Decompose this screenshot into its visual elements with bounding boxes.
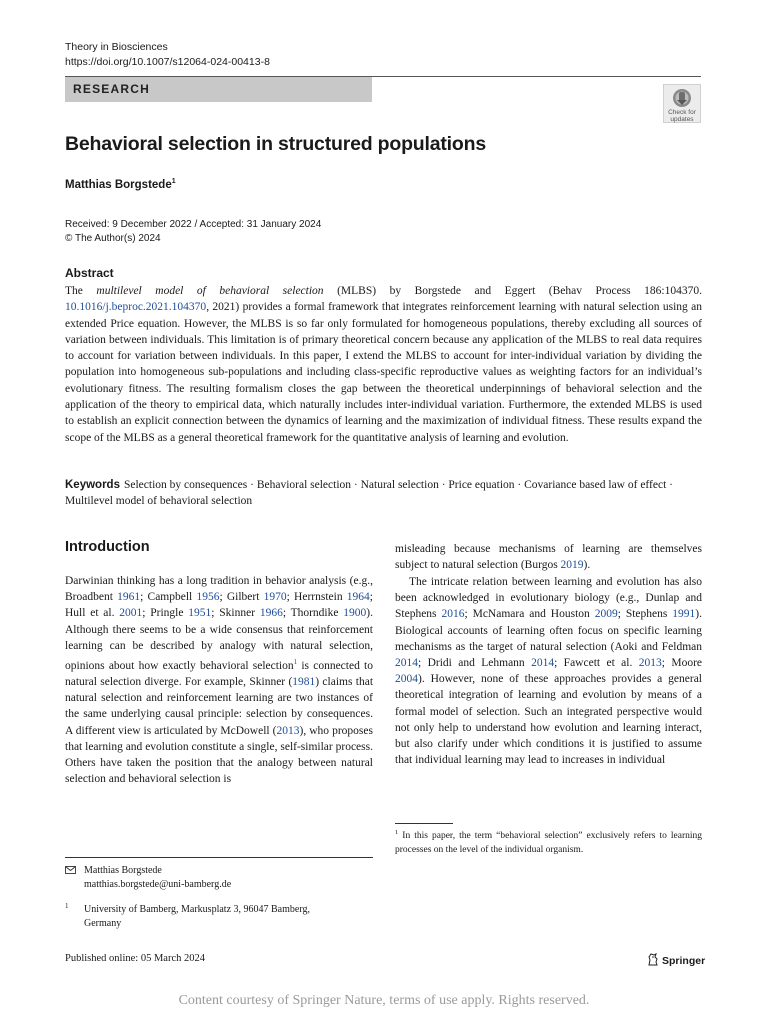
footnote-number: 1: [395, 829, 399, 836]
abstract-pre: The: [65, 285, 97, 297]
springer-horse-icon: [647, 953, 659, 966]
courtesy-notice: Content courtesy of Springer Nature, terms of use apply. Rights reserved.: [178, 993, 590, 1008]
text: ), who proposes that learning and evolution constitute a single, self-similar process. Others have taken the position that the analogy between natural selection and behavioral selection is: [65, 724, 373, 786]
citation-link[interactable]: 2013: [638, 657, 662, 670]
keywords-label: Keywords: [65, 479, 120, 491]
journal-doi[interactable]: https://doi.org/10.1007/s12064-024-00413-8: [65, 56, 270, 68]
footnote-link[interactable]: 1: [293, 658, 298, 667]
text: ). Although there seems to be a wide consensus that reinforcement learning can be described by analogy with natural selection, opinions about how exactly behavioral selection: [65, 607, 373, 672]
citation-link[interactable]: 1956: [196, 591, 220, 604]
text: ; Fawcett et al.: [554, 657, 639, 670]
text: ; Dridi and Lehmann: [418, 657, 532, 670]
abstract-text: [65, 283, 702, 446]
footnote-rule: [395, 823, 453, 824]
intro-right-paragraph-2: [395, 574, 702, 768]
affiliation-line1: University of Bamberg, Markusplatz 3, 96047 Bamberg,: [84, 904, 310, 915]
affiliation-line2: Germany: [84, 917, 122, 929]
check-for-updates-button[interactable]: [663, 84, 701, 123]
article-dates: [65, 218, 321, 246]
affiliation: [65, 903, 373, 930]
text: ). Biological accounts of learning often focus on specific learning mechanisms as the target of natural selection (Aoki and Feldman: [395, 608, 703, 653]
citation-link[interactable]: 1966: [259, 607, 283, 620]
text: Darwinian thinking has a long tradition in behavior analysis (e.g., Broadbent: [65, 575, 373, 604]
citation-link[interactable]: 2009: [594, 608, 618, 621]
text: ) claims that natural selection and reinforcement learning are two instances of the same underlying causal principle: selection by consequences. A different view is articulated by McDowell (: [65, 676, 374, 737]
text: ). However, none of these approaches provides a general theoretical integration of learning and evolution by means of a formal model of selection. Such an integrated perspective would not only help to understand how evolution and learning interact, but also clarify under which conditions it is justified to assume that individual learning may lead to increases in individual: [395, 673, 702, 767]
citation-link[interactable]: 1991: [672, 608, 696, 621]
article-title: Behavioral selection in structured populations: [65, 133, 486, 155]
text: ; Stephens: [617, 608, 673, 621]
intro-right-paragraph-1: [395, 541, 702, 573]
abstract-mid: (MLBS) by Borgstede and Eggert (Behav Process 186:104370.: [323, 285, 702, 297]
citation-link[interactable]: 2013: [276, 724, 300, 737]
publisher-name: Springer: [662, 955, 706, 967]
text: ; Herrnstein: [286, 591, 347, 604]
correspondence-email[interactable]: matthias.borgstede@uni-bamberg.de: [84, 878, 232, 890]
text: The intricate relation between learning and evolution has also been acknowledged in evolutionary biology (e.g., Dunlap and Stephens: [395, 576, 702, 621]
article-type-banner: RESEARCH: [65, 77, 372, 102]
citation-link[interactable]: 1961: [117, 591, 141, 604]
copyright: © The Author(s) 2024: [65, 233, 161, 244]
citation-link[interactable]: 1951: [188, 607, 212, 620]
affiliation-number: 1: [65, 902, 69, 910]
citation-link[interactable]: 1900: [343, 607, 367, 620]
author-line: [65, 178, 176, 191]
citation-link[interactable]: 2014: [531, 657, 555, 670]
publisher-logo[interactable]: [647, 953, 705, 967]
citation-link[interactable]: 2016: [441, 608, 465, 621]
text: ).: [583, 559, 591, 572]
text: is connected to natural selection diverge. For example, Skinner (: [65, 659, 373, 689]
text: ; Pringle: [142, 607, 189, 620]
text: ; Campbell: [140, 591, 197, 604]
author-name[interactable]: Matthias Borgstede: [65, 178, 172, 191]
abstract-heading: Abstract: [65, 266, 114, 280]
text: ; Hull et al.: [65, 591, 373, 620]
text: ; Moore: [661, 657, 702, 670]
citation-link[interactable]: 2004: [395, 673, 418, 686]
journal-info: [65, 40, 270, 70]
text: ; Skinner: [211, 607, 260, 620]
check-for-updates-line1: Check for: [668, 109, 696, 116]
text: misleading because mechanisms of learning are themselves subject to natural selection (Burgos: [395, 543, 702, 572]
envelope-icon: [65, 866, 76, 874]
keywords-text: Selection by consequences · Behavioral selection · Natural selection · Price equation · Covariance based law of effect · Multilevel model of behavioral selection: [65, 479, 673, 508]
author-affil-mark: 1: [171, 178, 176, 185]
citation-link[interactable]: 2001: [119, 607, 143, 620]
correspondence-rule: [65, 857, 373, 858]
intro-left-column: [65, 573, 373, 787]
text: ; Thorndike: [282, 607, 344, 620]
footnote-text: In this paper, the term “behavioral selection” exclusively refers to learning processes on the level of the individual organism.: [395, 831, 703, 856]
journal-name: Theory in Biosciences: [65, 41, 168, 53]
citation-link[interactable]: 2019: [560, 559, 584, 572]
received-accepted: Received: 9 December 2022 / Accepted: 31 January 2024: [65, 219, 322, 230]
citation-link[interactable]: 2014: [395, 657, 418, 670]
text: ; McNamara and Houston: [464, 608, 595, 621]
check-for-updates-line2: updates: [670, 116, 694, 123]
citation-link[interactable]: 1981: [292, 676, 316, 689]
introduction-heading: Introduction: [65, 539, 150, 555]
abstract-doi-link[interactable]: 10.1016/j.beproc.2021.104370: [65, 301, 207, 314]
citation-link[interactable]: 1970: [263, 591, 287, 604]
text: ; Gilbert: [219, 591, 264, 604]
keywords: [65, 477, 702, 510]
abstract-italic: multilevel model of behavioral selection: [96, 285, 324, 297]
published-online: Published online: 05 March 2024: [65, 953, 205, 964]
check-for-updates-icon: [672, 88, 692, 108]
correspondence-name: Matthias Borgstede: [84, 865, 162, 876]
correspondence: [65, 864, 373, 891]
footnote: [395, 826, 702, 857]
abstract-post: , 2021) provides a formal framework that integrates reinforcement learning with natural selection using an extended Price equation. However, the MLBS is so far only formulated for homogeneous populations, thereby excluding all sources of variation between individuals. This limitation is of primary theoretical concern because any application of the MLBS to real data requires to account for variation between individuals. In this paper, I extend the MLBS to account for inter-individual variation by dividing the population into homogeneous sub-populations and including class-specific reproductive values as weighting factors for an individual’s evolutionary fitness. The resulting formalism closes the gap between the theoretical underpinnings of behavioral selection and the application of the theory to empirical data, which naturally includes inter-individual variation. Furthermore, the extended MLBS is used to establish an explicit connection between the dynamics of learning and the maximization of individual fitness. These results expand the scope of the MLBS as a general theoretical framework for the quantitative analysis of learning and evolution.: [65, 301, 702, 444]
citation-link[interactable]: 1964: [346, 591, 370, 604]
